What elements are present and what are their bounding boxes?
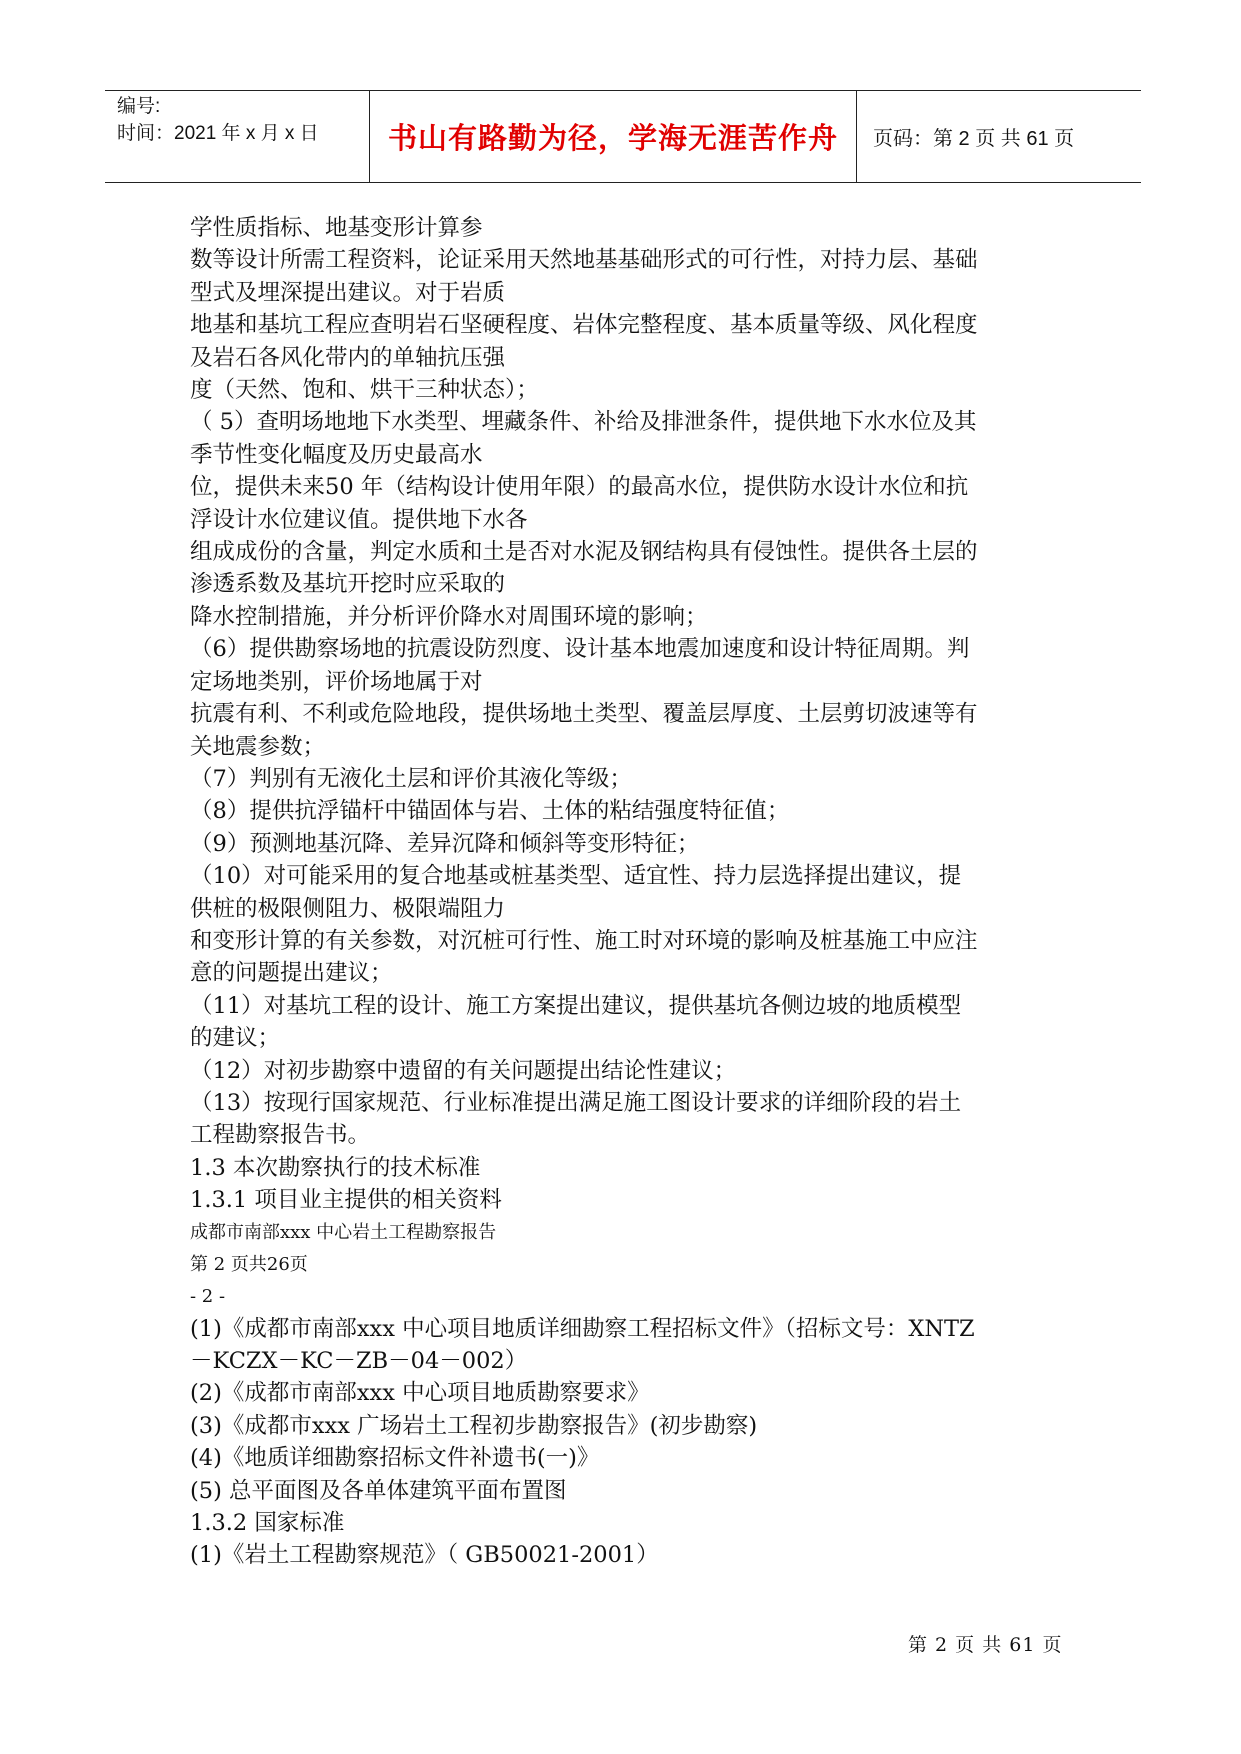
reference-line: (1)《岩土工程勘察规范》（ GB50021-2001）	[190, 1542, 659, 1569]
header-motto: 书山有路勤为径，学海无涯苦作舟	[370, 91, 857, 182]
body-line: （6）提供勘察场地的抗震设防烈度、设计基本地震加速度和设计特征周期。判	[190, 636, 970, 663]
inner-page-count: 第 2 页共26页	[190, 1253, 308, 1275]
body-line: （8）提供抗浮锚杆中锚固体与岩、土体的粘结强度特征值；	[190, 798, 790, 825]
body-line: 意的问题提出建议；	[190, 960, 393, 987]
body-line: （12）对初步勘察中遗留的有关问题提出结论性建议；	[190, 1057, 737, 1084]
body-line: 工程勘察报告书。	[190, 1122, 371, 1149]
body-line: （9）预测地基沉降、差异沉降和倾斜等变形特征；	[190, 830, 700, 857]
body-line: 关地震参数；	[190, 733, 326, 760]
running-title: 成都市南部xxx 中心岩土工程勘察报告	[190, 1221, 497, 1243]
inner-page-marker: - 2 -	[190, 1285, 226, 1307]
body-line: 位，提供未来50 年（结构设计使用年限）的最高水位，提供防水设计水位和抗	[190, 474, 969, 501]
body-line: 地基和基坑工程应查明岩石坚硬程度、岩体完整程度、基本质量等级、风化程度	[190, 312, 978, 339]
body-line: 学性质指标、地基变形计算参	[190, 215, 483, 241]
section-heading: 1.3 本次勘察执行的技术标准	[190, 1154, 481, 1181]
page-footer: 第 2 页 共 61 页	[908, 1634, 1063, 1656]
reference-line: (4)《地质详细勘察招标文件补遗书(一)》	[190, 1445, 600, 1472]
subsection-heading: 1.3.2 国家标准	[190, 1510, 345, 1537]
body-line: （ 5）查明场地地下水类型、埋藏条件、补给及排泄条件，提供地下水水位及其	[190, 409, 977, 436]
body-line: 及岩石各风化带内的单轴抗压强	[190, 344, 506, 371]
reference-line: －KCZX－KC－ZB－04－002）	[190, 1348, 528, 1374]
body-line: 渗透系数及基坑开挖时应采取的	[190, 571, 506, 598]
body-line: 数等设计所需工程资料，论证采用天然地基基础形式的可行性，对持力层、基础	[190, 247, 978, 274]
body-line: 供桩的极限侧阻力、极限端阻力	[190, 895, 506, 922]
header-meta	[105, 91, 370, 182]
body-line: 降水控制措施，并分析评价降水对周围环境的影响；	[190, 603, 708, 630]
header-page-label: 页码：第 2 页 共 61 页	[873, 128, 1075, 150]
body-line: （7）判别有无液化土层和评价其液化等级；	[190, 765, 632, 792]
document-body	[190, 212, 1070, 1572]
body-line: 和变形计算的有关参数，对沉桩可行性、施工时对环境的影响及桩基施工中应注	[190, 927, 978, 954]
subsection-heading: 1.3.1 项目业主提供的相关资料	[190, 1187, 502, 1214]
reference-line: (5) 总平面图及各单体建筑平面布置图	[190, 1477, 567, 1504]
body-line: （11）对基坑工程的设计、施工方案提出建议，提供基坑各侧边坡的地质模型	[190, 992, 962, 1019]
reference-line: (1)《成都市南部xxx 中心项目地质详细勘察工程招标文件》（招标文号：XNTZ	[190, 1315, 975, 1342]
body-line: 的建议；	[190, 1025, 281, 1052]
body-line: 抗震有利、不利或危险地段，提供场地土类型、覆盖层厚度、土层剪切波速等有	[190, 701, 978, 728]
body-line: 型式及埋深提出建议。对于岩质	[190, 279, 506, 306]
document-number-label: 编号:	[117, 96, 161, 117]
body-line: （13）按现行国家规范、行业标准提出满足施工图设计要求的详细阶段的岩土	[190, 1089, 962, 1116]
body-line: 度（天然、饱和、烘干三种状态）；	[190, 377, 539, 404]
body-line: 组成成份的含量，判定水质和土是否对水泥及钢结构具有侵蚀性。提供各土层的	[190, 539, 978, 566]
body-line: 季节性变化幅度及历史最高水	[190, 441, 483, 468]
body-line: 浮设计水位建议值。提供地下水各	[190, 506, 528, 533]
page-header	[105, 90, 1141, 183]
document-time-label: 时间：2021 年 x 月 x 日	[117, 123, 319, 144]
reference-line: (2)《成都市南部xxx 中心项目地质勘察要求》	[190, 1380, 650, 1407]
body-line: （10）对可能采用的复合地基或桩基类型、适宜性、持力层选择提出建议，提	[190, 863, 962, 890]
reference-line: (3)《成都市xxx 广场岩土工程初步勘察报告》(初步勘察)	[190, 1412, 758, 1439]
body-line: 定场地类别，评价场地属于对	[190, 668, 483, 695]
